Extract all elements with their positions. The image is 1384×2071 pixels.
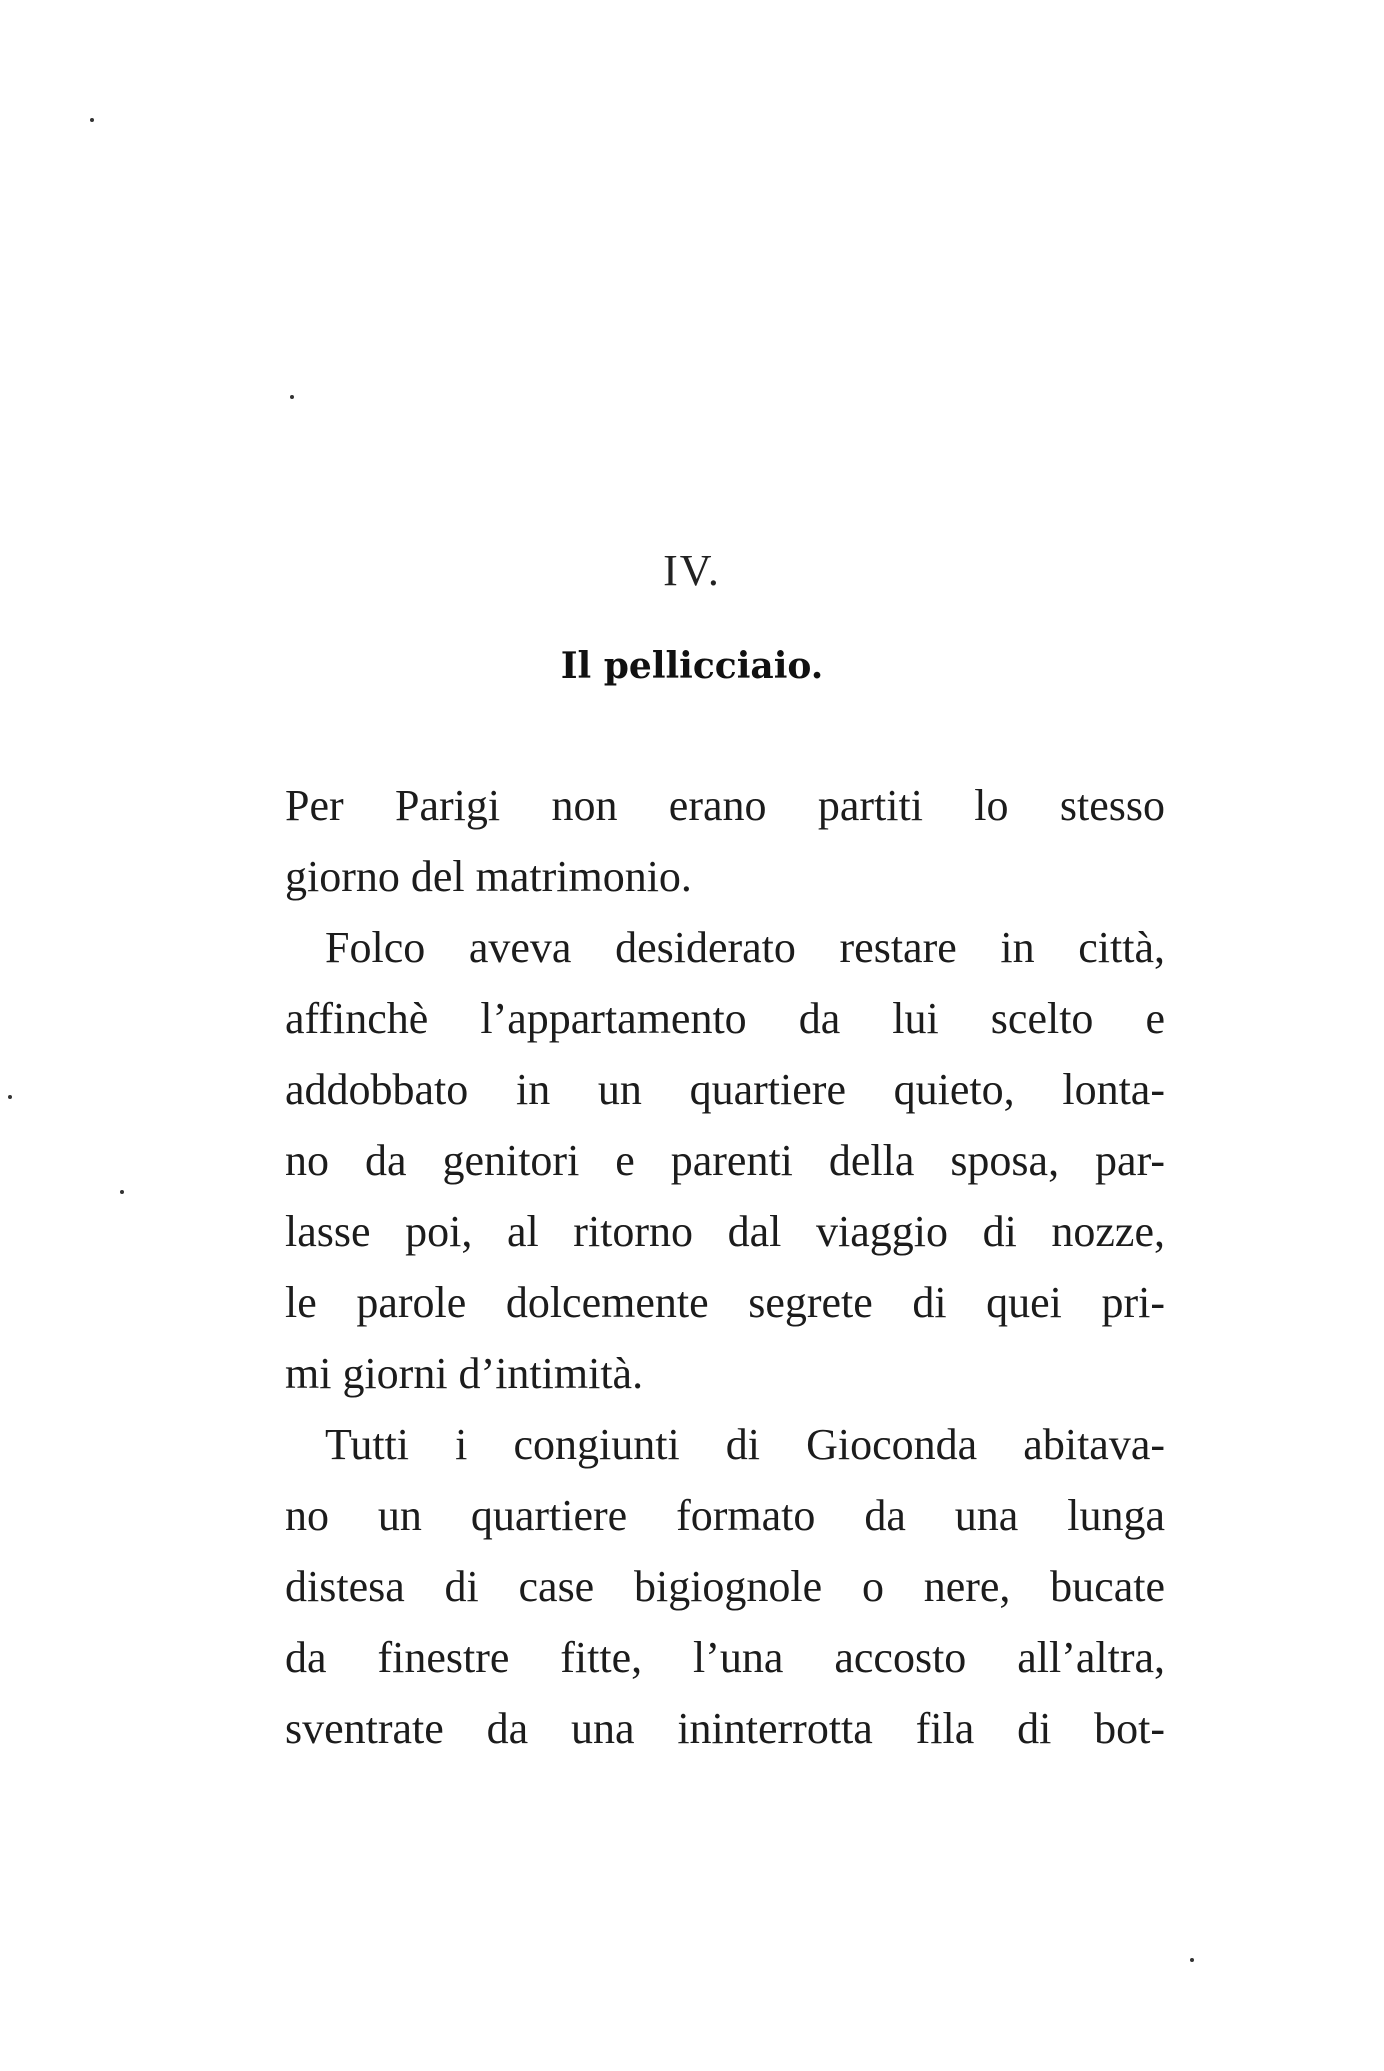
scan-speck (290, 395, 294, 399)
scan-speck (8, 1095, 12, 1099)
body-text (285, 770, 1165, 1764)
text-line: Per Parigi non erano partiti lo stesso (285, 781, 1165, 830)
text-line: mi giorni d’intimità. (285, 1349, 644, 1398)
text-line: da finestre fitte, l’una accosto all’altra, (285, 1633, 1165, 1682)
text-line: le parole dolcemente segrete di quei pri- (285, 1278, 1165, 1327)
text-line: no da genitori e parenti della sposa, par- (285, 1136, 1165, 1185)
text-line: giorno del matrimonio. (285, 852, 692, 901)
text-line: addobbato in un quartiere quieto, lonta- (285, 1065, 1165, 1114)
scan-speck (1190, 1958, 1194, 1962)
text-line: affinchè l’appartamento da lui scelto e (285, 994, 1165, 1043)
text-line: sventrate da una ininterrotta fila di bot- (285, 1704, 1165, 1753)
text-line: no un quartiere formato da una lunga (285, 1491, 1165, 1540)
text-line: Folco aveva desiderato restare in città, (325, 923, 1165, 972)
scan-speck (120, 1190, 124, 1194)
text-line: distesa di case bigiognole o nere, bucate (285, 1562, 1165, 1611)
text-line: Tutti i congiunti di Gioconda abitava- (325, 1420, 1165, 1469)
chapter-number: IV. (663, 546, 721, 595)
text-line: lasse poi, al ritorno dal viaggio di nozze, (285, 1207, 1165, 1256)
scan-speck (90, 118, 94, 122)
chapter-title: Il pellicciaio. (560, 645, 824, 687)
